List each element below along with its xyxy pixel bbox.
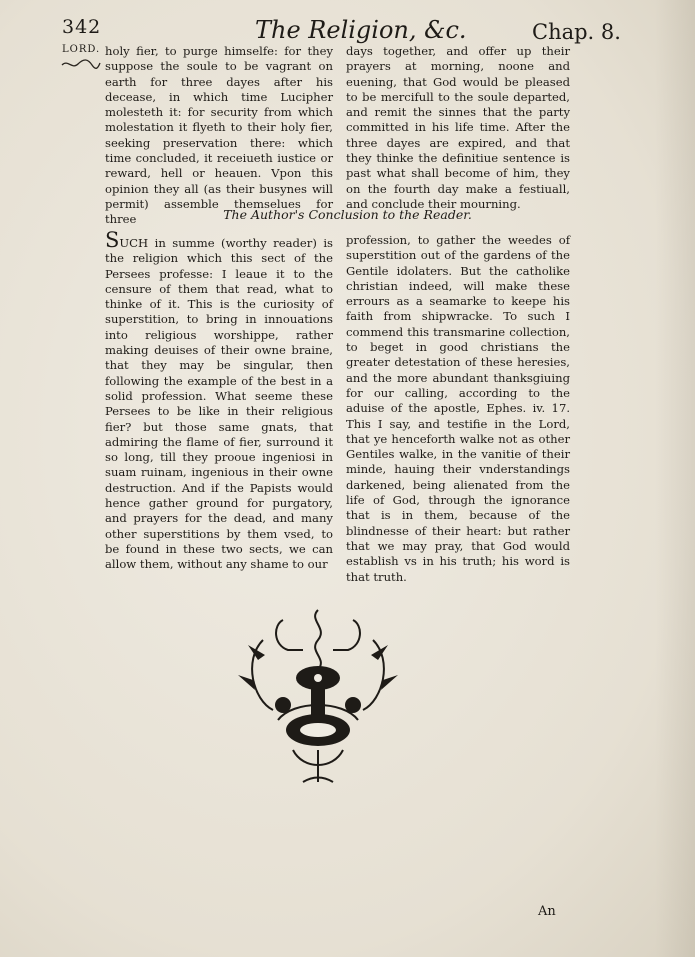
margin-note: LORD. [62, 44, 101, 55]
margin-flourish-icon [60, 58, 102, 70]
top-column-right [346, 44, 570, 212]
conclusion-paragraph-right: profession, to gather the weedes of superstition out of the gardens of the Gentile idolaters. But the catholike christian indeed, will make these errours as a seamarke to keepe his faith from shipwracke. To such I commend this transmarine collection, to beget in good christians the greater detestation of these heresies, and the more abundant thanksgiuing for our calling, according to the aduise of the apostle, Ephes. iv. 17. This I say, and testifie in the Lord, that ye henceforth walke not as other Gentiles walke, in the vanitie of their minde, hauing their vnderstandings darkened, being alienated from the life of God, through the ignorance that is in them, because of the blindnesse of their heart: but rather that we may pray, that God would establish vs in his truth; his word is that truth. [346, 233, 570, 584]
conclusion-column-left [105, 228, 333, 573]
chapter-label: Chap. 8. [532, 20, 621, 44]
page-number: 342 [62, 16, 102, 38]
conclusion-column-right [346, 233, 570, 585]
catchword: An [538, 904, 556, 919]
conclusion-text-left: UCH in summe (worthy reader) is the religion which this sect of the Persees professe: I leaue it to the censure of them that read, what to thinke of it. This is the curiosity of superstition, to bring in innouations into religious worshippe, rather making deuises of their owne braine, that they may be singular, then following the example of the best in a solid profession. What seeme these Persees to be like in their religious fier? but those same gnats, that admiring the flame of fier, surround it so long, till they prooue ingeniosi in suam ruinam, ingenious in their owne destruction. And if the Papists would hence gather ground for purgatory, and prayers for the dead, and many other superstitions by them vsed, to be found in these two sects, we can allow them, without any shame to our [105, 236, 333, 572]
top-paragraph-left: holy fier, to purge himselfe: for they suppose the soule to be vagrant on earth for three dayes after his decease, in which time Lucipher molesteth it: for security from which molestation it flyeth to their holy fier, seeking preservation there: which time concluded, it receiueth iustice or reward, hell or heauen. Vpon this opinion they all (as their busynes will permit) assemble themselues for three [105, 44, 333, 227]
top-column-left [105, 44, 333, 228]
conclusion-paragraph-left [105, 228, 333, 573]
section-heading: The Author's Conclusion to the Reader. [223, 207, 472, 222]
top-paragraph-right: days together, and offer up their prayers at morning, noone and euening, that God would be pleased to be mercifull to the soule departed, and remit the sinnes that the party committed in his life time. After the three dayes are expired, and that they thinke the definitiue sentence is past what shall become of him, they on the fourth day make a festiuall, and conclude their mourning. [346, 44, 570, 211]
tailpiece-ornament-icon [233, 600, 403, 790]
drop-cap: S [105, 228, 120, 252]
running-title: The Religion, &c. [255, 16, 467, 44]
page-edge-shadow [655, 0, 695, 957]
